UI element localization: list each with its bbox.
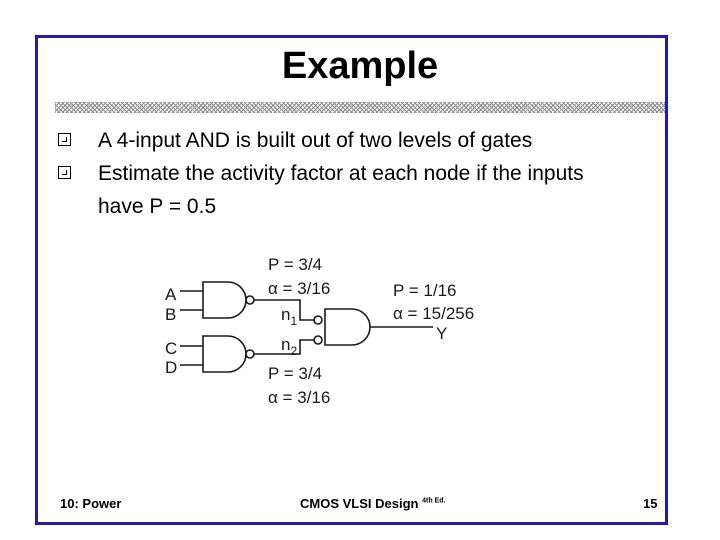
- inversion-bubble: [246, 296, 254, 304]
- page-number: 15: [643, 496, 658, 511]
- footer-edition: 4th Ed.: [422, 497, 446, 505]
- nand-gate-2: [203, 336, 246, 372]
- y-activity: α = 15/256: [393, 304, 475, 323]
- footer-section: 10: Power: [60, 496, 122, 511]
- n2-probability: P = 3/4: [268, 364, 323, 383]
- n1-probability: P = 3/4: [268, 255, 323, 274]
- nor-gate-3: [325, 309, 370, 345]
- n2-label: $n_2$: [281, 335, 298, 358]
- bullet-text: Estimate the activity factor at each node if the inputs: [98, 162, 584, 185]
- y-probability: P = 1/16: [393, 281, 457, 300]
- nand-gate-1: [203, 282, 246, 318]
- footer-course: [300, 496, 445, 511]
- input-label-d: D: [165, 358, 178, 377]
- input-label-a: A: [165, 285, 177, 304]
- slide-title: Example: [281, 45, 439, 87]
- output-label-y: Y: [436, 324, 448, 343]
- n1-label: $n_1$: [281, 305, 298, 328]
- input-label-b: B: [165, 305, 177, 324]
- n2-activity: α = 3/16: [268, 388, 331, 407]
- bullet-text: have P = 0.5: [98, 195, 217, 218]
- footer-course-title: CMOS VLSI Design: [300, 496, 419, 511]
- n1-activity: α = 3/16: [268, 279, 331, 298]
- bullet-text: A 4-input AND is built out of two levels of gates: [98, 129, 533, 152]
- inversion-bubble: [246, 350, 254, 358]
- inversion-bubble: [314, 336, 322, 344]
- inversion-bubble: [314, 316, 322, 324]
- input-label-c: C: [165, 339, 178, 358]
